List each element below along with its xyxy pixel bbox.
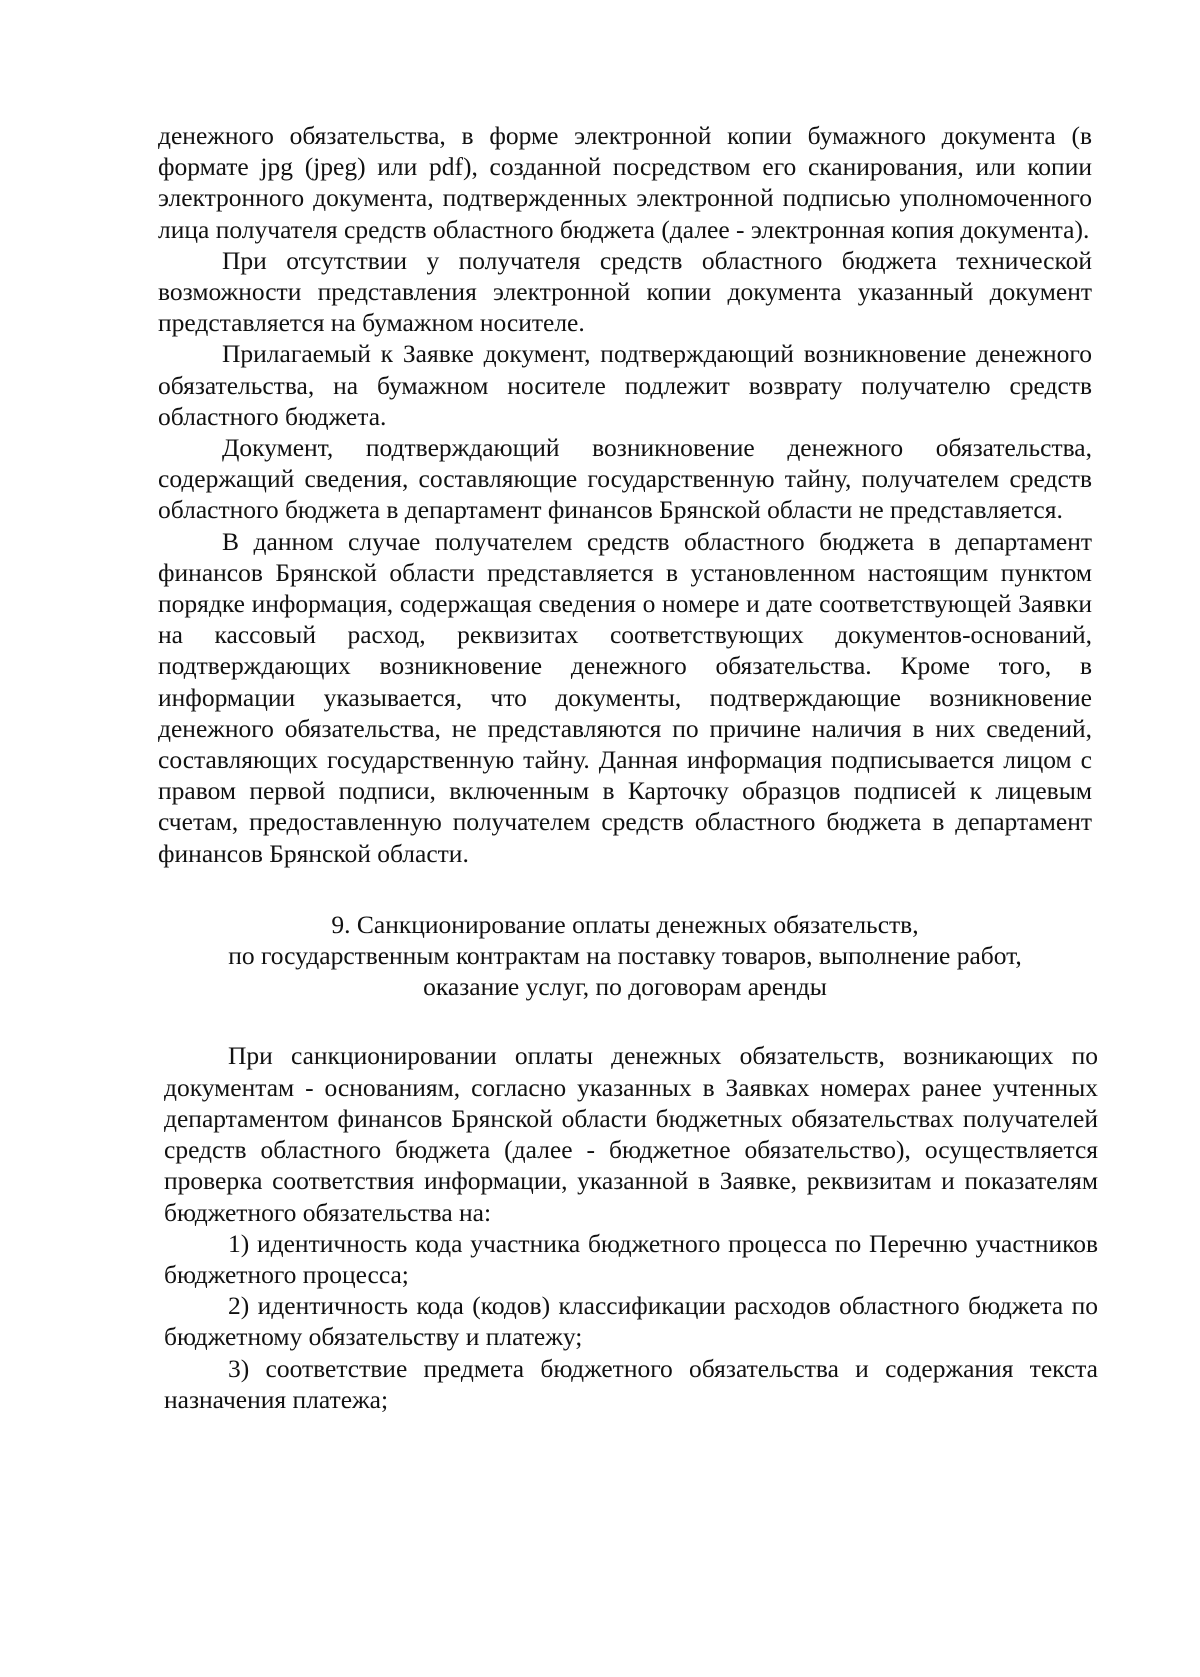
list-item-2: 2) идентичность кода (кодов) классификации расходов областного бюджета по бюджетному обязательству и платежу; xyxy=(164,1291,1098,1352)
list-item-1: 1) идентичность кода участника бюджетного процесса по Перечню участников бюджетного процесса; xyxy=(164,1228,1098,1289)
paragraph-information-requirements: В данном случае получателем средств областного бюджета в департамент финансов Брянской области представляется в установленном настоящим пунктом порядке информация, содержащая сведения о номере и дате соответствующей Заявки на кассовый расход, реквизитах соответствующих документов-оснований, подтверждающих возникновение денежного обязательства. Кроме того, в информации указывается, что документы, подтверждающие возникновение денежного обязательства, не представляются по причине наличия в них сведений, составляющих государственную тайну. Данная информация подписывается лицом с правом первой подписи, включенным в Карточку образцов подписей к лицевым счетам, предоставленную получателем средств областного бюджета в департамент финансов Брянской области. xyxy=(158,526,1092,868)
paragraph-return-document: Прилагаемый к Заявке документ, подтверждающий возникновение денежного обязательства, на бумажном носителе подлежит возврату получателю средств областного бюджета. xyxy=(158,339,1092,431)
section-heading xyxy=(158,909,1092,1003)
section-heading-line-1: 9. Санкционирование оплаты денежных обязательств, xyxy=(331,909,919,939)
paragraph-paper-medium: При отсутствии у получателя средств областного бюджета технической возможности представления электронной копии документа указанный документ представляется на бумажном носителе. xyxy=(158,245,1092,338)
section-heading-line-2: по государственным контрактам на поставку товаров, выполнение работ, xyxy=(228,941,1022,971)
section-heading-line-3: оказание услуг, по договорам аренды xyxy=(423,972,827,1002)
text-block-bottom xyxy=(164,1040,1098,1414)
list-item-3: 3) соответствие предмета бюджетного обязательства и содержания текста назначения платежа; xyxy=(164,1353,1098,1414)
paragraph-continuation: денежного обязательства, в форме электронной копии бумажного документа (в формате jpg (jpeg) или pdf), созданной посредством его сканирования, или копии электронного документа, подтвержденных электронной подписью уполномоченного лица получателя средств областного бюджета (далее - электронная копия документа). xyxy=(158,121,1092,244)
paragraph-state-secret: Документ, подтверждающий возникновение денежного обязательства, содержащий сведения, составляющие государственную тайну, получателем средств областного бюджета в департамент финансов Брянской области не представляется. xyxy=(158,433,1092,525)
text-block-top xyxy=(158,120,1092,869)
paragraph-authorization-check: При санкционировании оплаты денежных обязательств, возникающих по документам - основаниям, согласно указанных в Заявках номерах ранее учтенных департаментом финансов Брянской области бюджетных обязательствах получателей средств областного бюджета (далее - бюджетное обязательство), осуществляется проверка соответствия информации, указанной в Заявке, реквизитам и показателям бюджетного обязательства на: xyxy=(164,1041,1098,1227)
